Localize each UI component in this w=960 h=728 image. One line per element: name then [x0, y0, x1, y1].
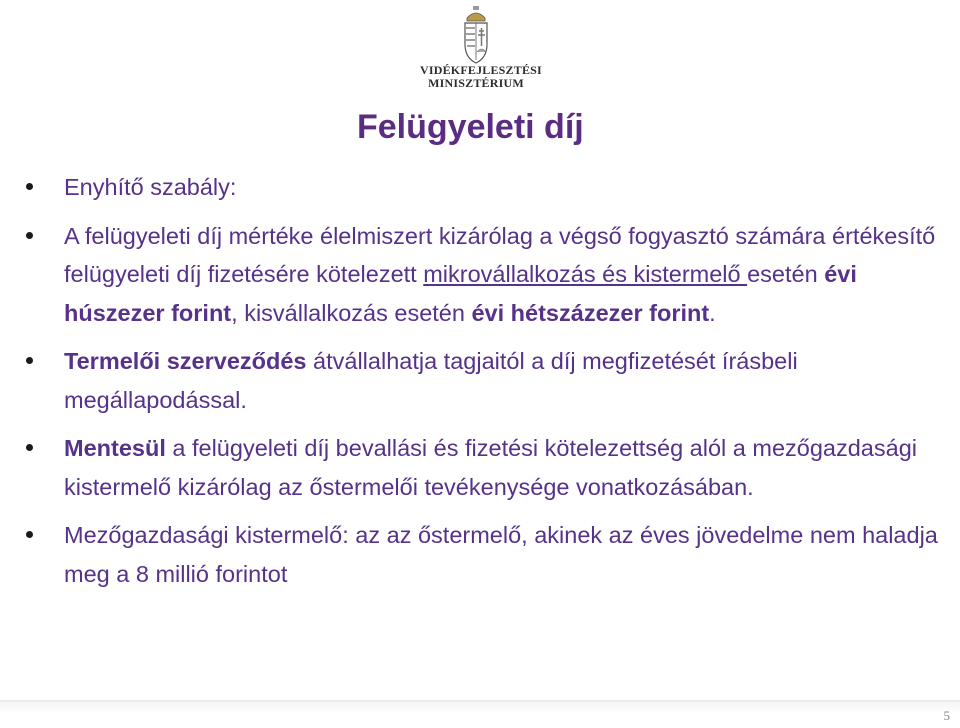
- ministry-logo: [420, 6, 542, 98]
- bullet-item: [22, 168, 942, 207]
- bullet-text: Mezőgazdasági kistermelő: az az őstermelő, akinek az éves jövedelme nem haladja meg a 8 millió forintot: [64, 522, 938, 587]
- bullet-text: Mentesül: [64, 435, 166, 461]
- logo-text-line1: VIDÉKFEJLESZTÉSI: [420, 63, 542, 77]
- bullet-dot-icon: [26, 357, 33, 364]
- slide-title: Felügyeleti díj: [357, 108, 584, 146]
- bullet-text: átvállalhatja tagjaitól a díj megfizetését írásbeli megállapodással.: [64, 348, 798, 413]
- bullet-text: A felügyeleti díj mértéke élelmiszert kizárólag a végső fogyasztó számára értékesítő felügyeleti díj fizetésére kötelezett: [64, 222, 936, 287]
- bullet-text: évi húszezer forint: [64, 261, 857, 326]
- bullet-text: .: [709, 299, 716, 326]
- logo-text-line2: MINISZTÉRIUM: [428, 76, 524, 90]
- page-number: 5: [943, 708, 950, 723]
- bullet-list: [22, 168, 942, 593]
- bullet-text: Enyhítő szabály:: [64, 174, 237, 200]
- bullet-text: esetén: [747, 261, 825, 287]
- bullet-dot-icon: [26, 444, 33, 451]
- bullet-dot-icon: [26, 232, 33, 239]
- bullet-text: Termelői szerveződés: [64, 348, 307, 374]
- coat-of-arms-icon: [461, 6, 491, 64]
- bullet-text: a felügyeleti díj bevallási és fizetési kötelezettség alól a mezőgazdasági kistermelő kizárólag az őstermelői tevékenysége vonatkozásában.: [64, 435, 917, 500]
- bullet-text: mikrovállalkozás és kistermelő: [423, 261, 748, 287]
- bullet-dot-icon: [26, 531, 33, 538]
- bullet-text: évi hétszázezer forint: [471, 299, 710, 326]
- bullet-item: [22, 429, 942, 506]
- bullet-dot-icon: [26, 183, 33, 190]
- bullet-text: , kisvállalkozás esetén: [231, 299, 472, 326]
- footer-band: [0, 700, 960, 728]
- bullet-item: [22, 217, 942, 333]
- bullet-item: [22, 342, 942, 419]
- bullet-item: [22, 516, 942, 593]
